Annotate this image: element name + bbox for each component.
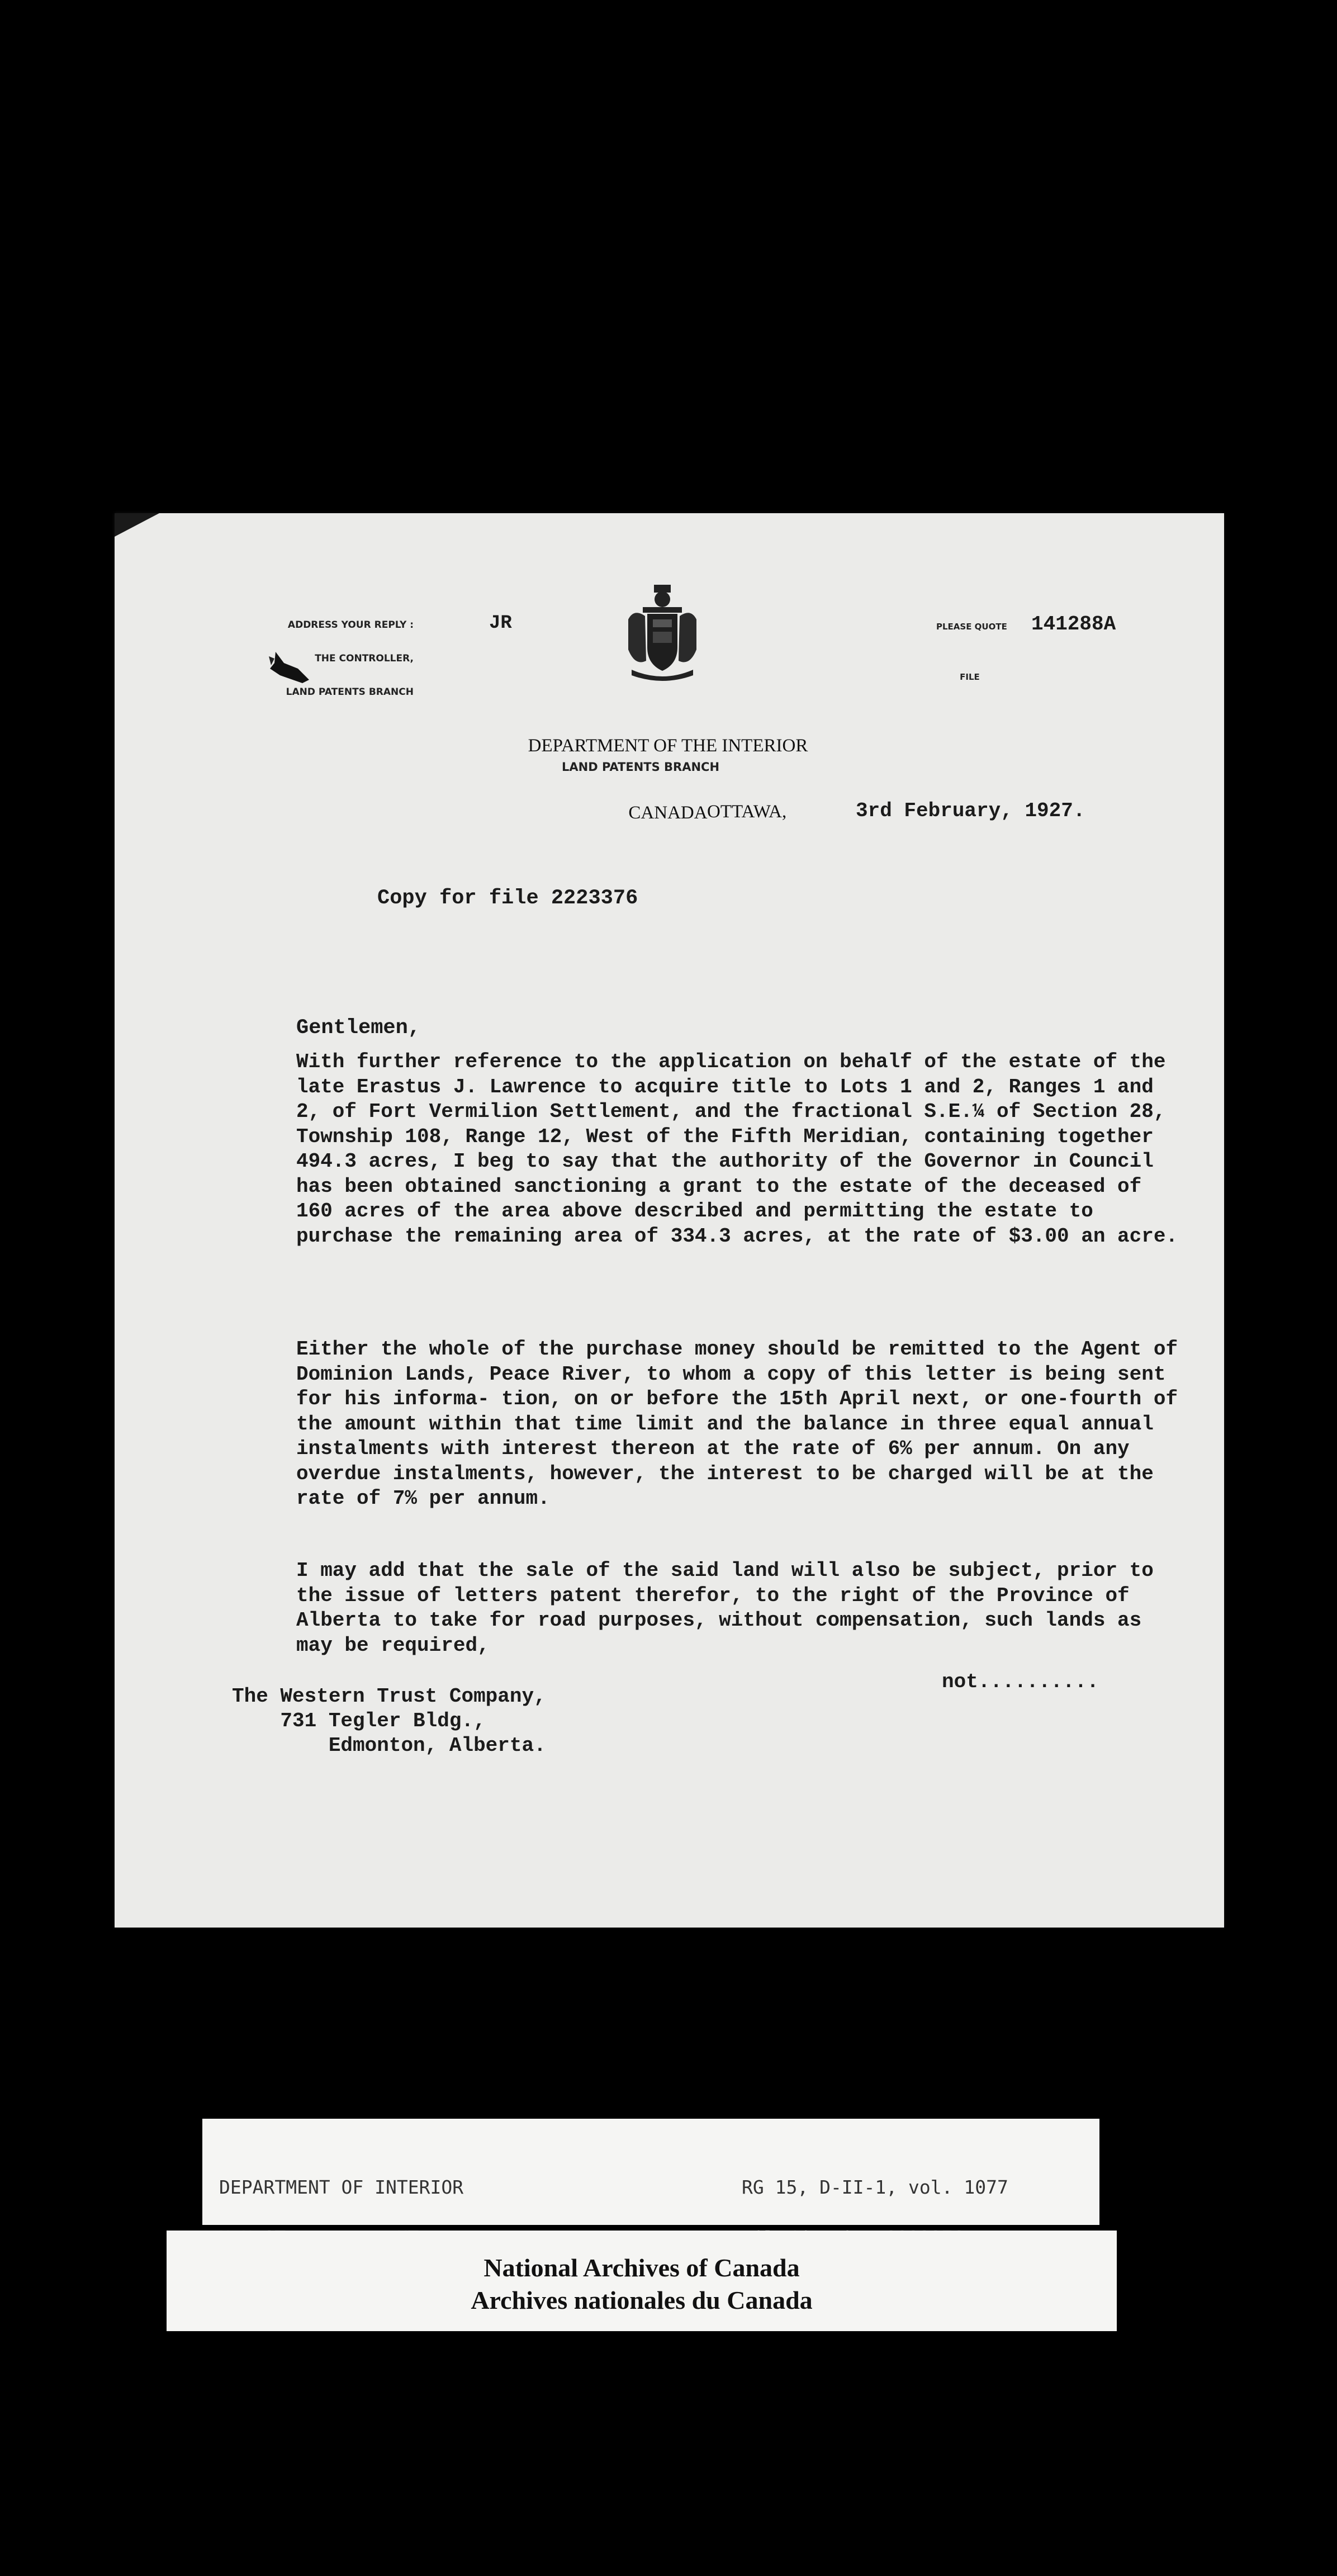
department-title-block xyxy=(483,690,852,869)
copy-note: Copy for file 2223376 xyxy=(377,887,638,910)
letter-sheet xyxy=(115,513,1224,1928)
text-line: to acquire title to Lots 1 and 2, Ranges 1 and 2, of Fort xyxy=(296,1075,1154,1123)
file-number: 141288A xyxy=(1031,613,1116,636)
text-line: authority of the Governor in Council has been obtained xyxy=(296,1150,1154,1198)
text-line: amount within that time limit and the balance in three equal xyxy=(344,1412,1069,1436)
text-line: acres of the area above described and permitting the estate xyxy=(344,1200,1058,1223)
national-archives-banner xyxy=(167,2231,1117,2331)
address-reply-line: ADDRESS YOUR REPLY : xyxy=(287,619,414,631)
branch-title: LAND PATENTS BRANCH xyxy=(562,760,720,774)
text-line: 28, Township 108, Range 12, West of the Fifth Meridian, xyxy=(296,1100,1166,1148)
place-of-writing: OTTAWA, xyxy=(707,802,787,822)
archives-name-en: National Archives of Canada xyxy=(483,2253,800,2282)
addressee-line: 731 Tegler Bldg., xyxy=(232,1710,486,1732)
department-name: DEPARTMENT OF THE INTERIOR xyxy=(528,736,808,756)
text-line: to the right of the Province of Alberta to take for road xyxy=(296,1584,1130,1632)
typist-initials: JR xyxy=(489,613,512,634)
salutation: Gentlemen, xyxy=(296,1016,421,1040)
text-line: Vermilion Settlement, and the fractional S.E.¼ of Section xyxy=(429,1100,1118,1123)
addressee-block xyxy=(232,1684,546,1758)
please-quote-block xyxy=(936,585,1007,719)
text-line: to be charged will be at the rate of 7% per annum. xyxy=(296,1462,1154,1510)
address-reply-line: THE CONTROLLER, xyxy=(315,653,414,664)
ink-blot-mark xyxy=(259,646,315,691)
archive-department-en: DEPARTMENT OF INTERIOR xyxy=(219,2176,464,2198)
text-line: be remitted to the Agent of Dominion Lands, Peace River, xyxy=(296,1338,1178,1386)
text-line: also be subject, prior to the issue of letters patent therefor, xyxy=(296,1559,1154,1607)
text-line: Either the whole of the purchase money should xyxy=(296,1338,840,1361)
address-reply-line: LAND PATENTS BRANCH xyxy=(286,686,414,698)
text-line: on behalf of the estate of the late Erastus J. Lawrence xyxy=(296,1050,1166,1098)
text-line: I may add that the sale of the said land will xyxy=(296,1559,840,1582)
text-line: With further reference to the application xyxy=(296,1050,791,1073)
letter-date: 3rd February, 1927. xyxy=(856,799,1085,822)
department-country: CANADA xyxy=(628,803,708,823)
archives-name-fr: Archives nationales du Canada xyxy=(471,2286,813,2314)
addressee-line: Edmonton, Alberta. xyxy=(232,1734,546,1757)
text-line: tion, on or before the 15th April next, or one-fourth of the xyxy=(296,1388,1178,1436)
file-label: FILE xyxy=(960,672,980,682)
archives-banner-text xyxy=(167,2252,1117,2317)
text-line: of $3.00 an acre. xyxy=(972,1224,1178,1248)
text-line: per annum. On any overdue instalments, however, the interest xyxy=(296,1437,1130,1485)
text-line: annual instalments with interest thereon at the rate of 6% xyxy=(296,1412,1154,1460)
text-line: to purchase the remaining area of 334.3 acres, at the rate xyxy=(296,1200,1093,1248)
archive-reference-label xyxy=(202,2119,1099,2225)
continuation-marker: not.......... xyxy=(942,1670,1099,1693)
text-line: sanctioning a grant to the estate of the deceased of 160 xyxy=(296,1175,1142,1223)
please-quote-label: PLEASE QUOTE xyxy=(936,622,1007,632)
addressee-line: The Western Trust Company, xyxy=(232,1685,546,1708)
paragraph-3 xyxy=(296,1559,1185,1658)
paragraph-2 xyxy=(296,1337,1185,1512)
archive-record-group: RG 15, D-II-1, vol. 1077 xyxy=(742,2176,1008,2198)
sheet-corner xyxy=(115,513,159,537)
text-line: purposes, without compensation, such lands as may be required, xyxy=(296,1609,1142,1657)
text-line: to whom a copy of this letter is being sent for his informa- xyxy=(296,1362,1166,1410)
text-line: containing together 494.3 acres, I beg to say that the xyxy=(296,1125,1154,1173)
coat-of-arms-icon xyxy=(620,580,704,684)
paragraph-1 xyxy=(296,1050,1185,1249)
